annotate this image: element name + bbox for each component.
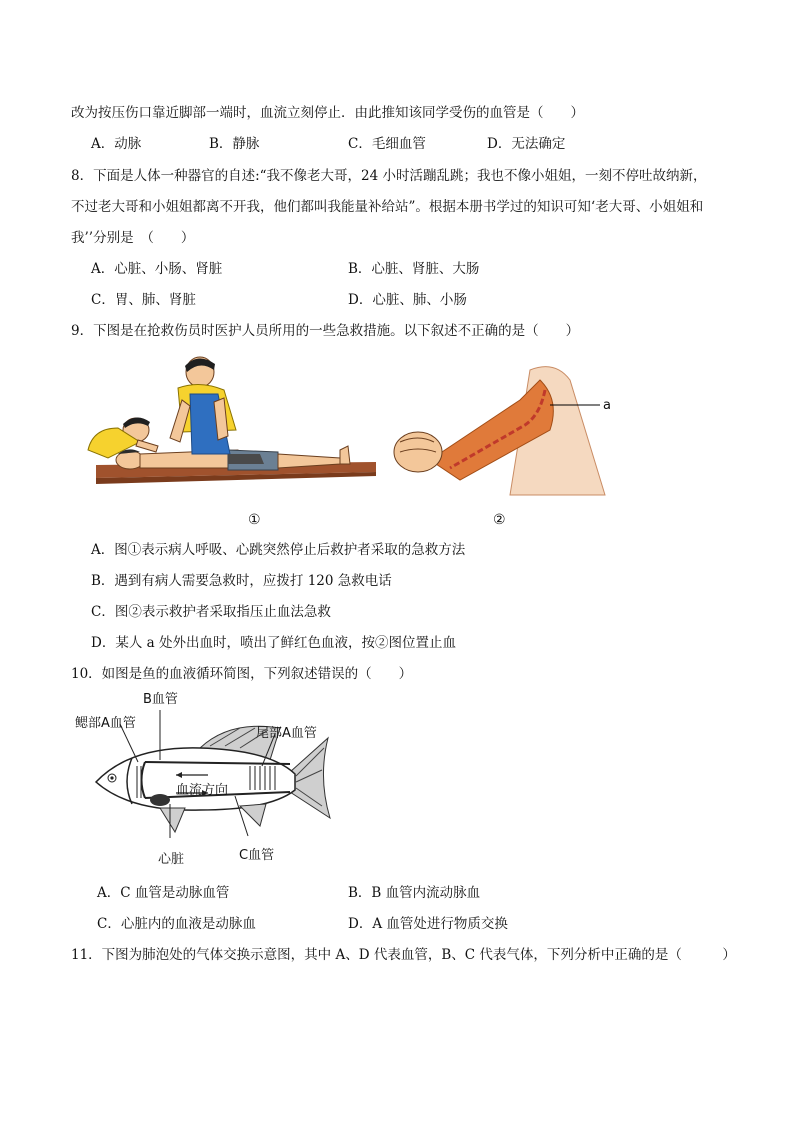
cpr-illustration [78, 350, 378, 500]
q10-option-a: A．C 血管是动脉血管 [97, 885, 230, 901]
q10-option-c: C．心脏内的血液是动脉血 [97, 916, 256, 932]
figure-2-label: ② [493, 512, 506, 528]
q7-option-b: B．静脉 [209, 136, 260, 152]
q7-stem-continuation: 改为按压伤口靠近脚部一端时，血流立刻停止．由此推知该同学受伤的血管是（ ） [71, 105, 584, 121]
q8-option-a: A．心脏、小肠、肾脏 [91, 261, 223, 277]
label-tail-a-vessel: 尾部A血管 [256, 726, 317, 741]
figure-1-label: ① [248, 512, 261, 528]
q8-option-b: B．心脏、肾脏、大肠 [348, 261, 480, 277]
q9-stem: 9．下图是在抢救伤员时医护人员所用的一些急救措施。以下叙述不正确的是（ ） [71, 323, 580, 339]
pointer-label-a: a [603, 398, 611, 413]
q10-option-d: D．A 血管处进行物质交换 [348, 916, 508, 932]
q9-option-b: B．遇到有病人需要急救时，应拨打 120 急救电话 [91, 573, 392, 589]
q8-stem-line3: 我’’分别是 （ ） [71, 230, 195, 246]
label-c-vessel: C血管 [239, 848, 275, 863]
q10-stem: 10．如图是鱼的血液循环简图，下列叙述错误的（ ） [71, 666, 413, 682]
q7-option-d: D．无法确定 [487, 136, 566, 152]
q8-option-c: C．胃、肺、肾脏 [91, 292, 196, 308]
q11-stem: 11．下图为肺泡处的气体交换示意图，其中 A、D 代表血管，B、C 代表气体，下列分析中正确的是（ ） [71, 947, 736, 963]
q9-option-d: D．某人 a 处外出血时，喷出了鲜红色血液，按②图位置止血 [91, 635, 456, 651]
arm-pressure-illustration [390, 360, 615, 500]
q10-option-b: B．B 血管内流动脉血 [348, 885, 481, 901]
q8-stem-line1: 8．下面是人体一种器官的自述:“我不像老大哥，24 小时活蹦乱跳；我也不像小姐姐，一刻不停吐故纳新， [71, 168, 707, 184]
label-heart: 心脏 [158, 852, 185, 867]
q8-stem-line2: 不过老大哥和小姐姐都离不开我，他们都叫我能量补给站”。根据本册书学过的知识可知‘老大哥、小姐姐和 [71, 199, 704, 215]
q7-option-c: C．毛细血管 [348, 136, 426, 152]
q9-option-a: A．图①表示病人呼吸、心跳突然停止后救护者采取的急救方法 [91, 542, 466, 558]
label-b-vessel: B血管 [143, 692, 178, 707]
label-gill-a-vessel: 鳃部A血管 [75, 716, 136, 731]
q7-option-a: A．动脉 [91, 136, 142, 152]
label-flow-direction: 血流方向 [176, 783, 229, 798]
q9-option-c: C．图②表示救护者采取指压止血法急救 [91, 604, 331, 620]
q8-option-d: D．心脏、肺、小肠 [348, 292, 467, 308]
